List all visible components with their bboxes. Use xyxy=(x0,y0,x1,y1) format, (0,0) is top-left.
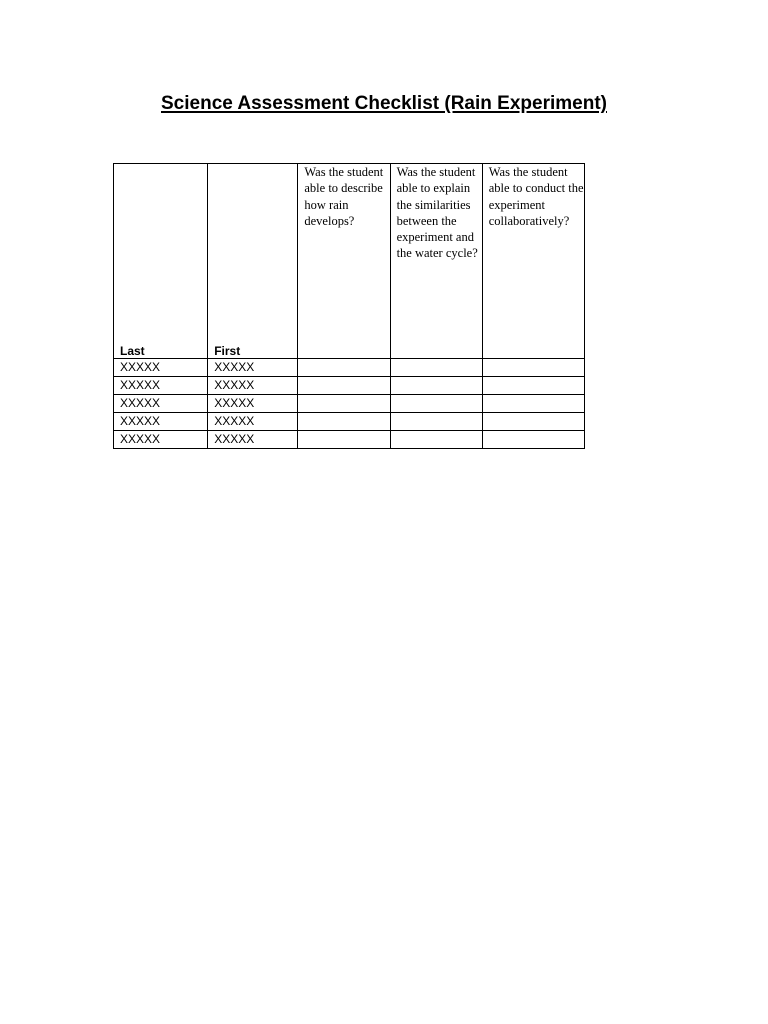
cell-last-name: XXXXX xyxy=(114,413,208,431)
cell-q2 xyxy=(390,359,482,377)
cell-q3 xyxy=(482,413,584,431)
cell-last-name: XXXXX xyxy=(114,431,208,449)
cell-q3 xyxy=(482,359,584,377)
header-first-name: First xyxy=(208,164,298,359)
table-header-row xyxy=(114,164,585,359)
cell-q1 xyxy=(298,431,390,449)
cell-first-name: XXXXX xyxy=(208,377,298,395)
header-question-describe-rain: Was the student able to describe how rain develops? xyxy=(298,164,390,359)
table-row xyxy=(114,413,585,431)
table-row xyxy=(114,359,585,377)
cell-q2 xyxy=(390,431,482,449)
cell-q3 xyxy=(482,377,584,395)
cell-q2 xyxy=(390,395,482,413)
table-row xyxy=(114,431,585,449)
cell-q1 xyxy=(298,413,390,431)
assessment-checklist-table xyxy=(113,163,585,449)
cell-last-name: XXXXX xyxy=(114,359,208,377)
cell-last-name: XXXXX xyxy=(114,377,208,395)
cell-first-name: XXXXX xyxy=(208,413,298,431)
cell-q1 xyxy=(298,377,390,395)
cell-q2 xyxy=(390,377,482,395)
cell-q1 xyxy=(298,395,390,413)
cell-q3 xyxy=(482,395,584,413)
cell-q1 xyxy=(298,359,390,377)
page-title-text: Science Assessment Checklist (Rain Experiment) xyxy=(161,93,607,114)
table-row xyxy=(114,377,585,395)
table-row xyxy=(114,395,585,413)
cell-first-name: XXXXX xyxy=(208,359,298,377)
header-question-collaboration: Was the student able to conduct the experiment collaboratively? xyxy=(482,164,584,359)
cell-last-name: XXXXX xyxy=(114,395,208,413)
header-last-name: Last xyxy=(114,164,208,359)
header-question-water-cycle: Was the student able to explain the similarities between the experiment and the water cycle? xyxy=(390,164,482,359)
cell-first-name: XXXXX xyxy=(208,395,298,413)
cell-first-name: XXXXX xyxy=(208,431,298,449)
page-title xyxy=(0,92,768,116)
cell-q3 xyxy=(482,431,584,449)
cell-q2 xyxy=(390,413,482,431)
